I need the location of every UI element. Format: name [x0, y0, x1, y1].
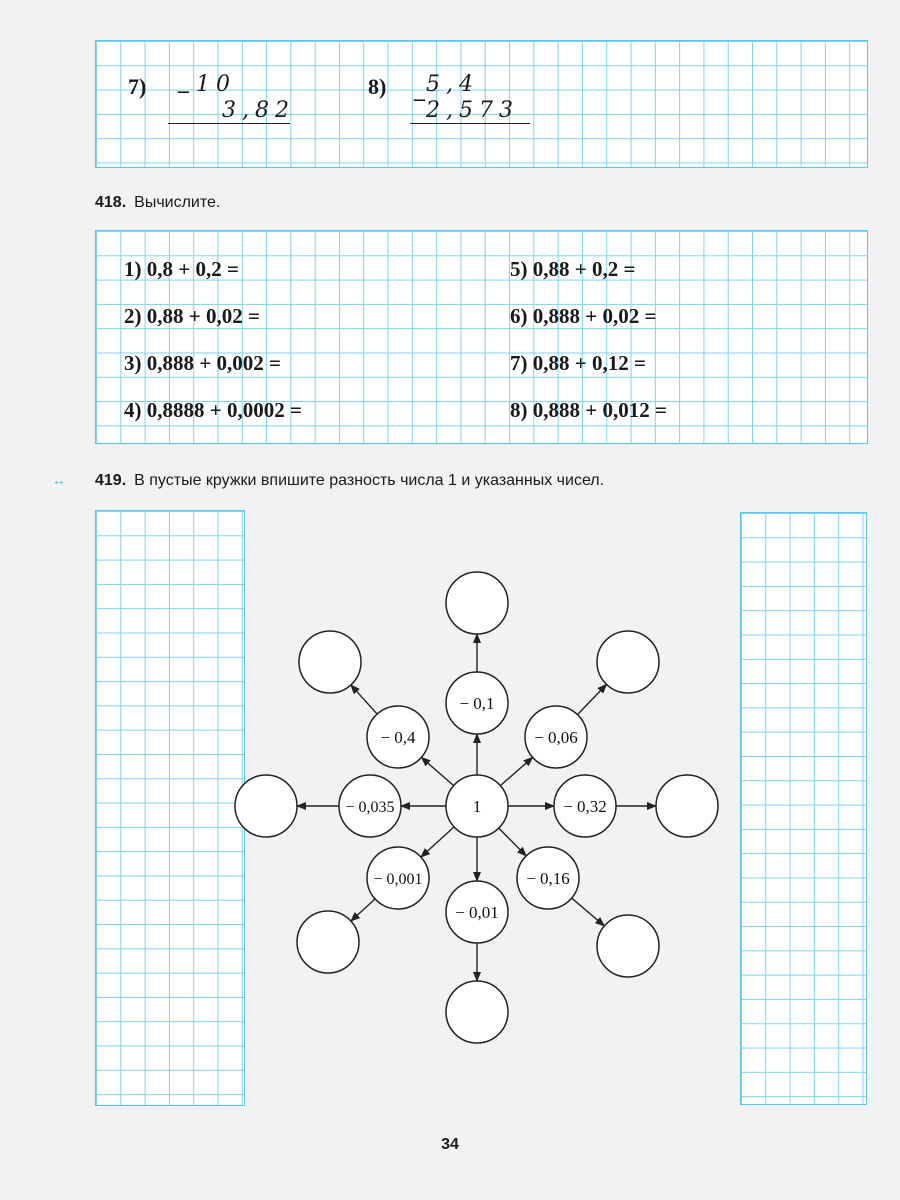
operator-circle-label: − 0,16: [526, 869, 570, 888]
problem-8-minuend: 5,4: [426, 72, 479, 97]
problem-7-minus: _: [178, 70, 189, 95]
arrow: [577, 684, 606, 714]
answer-circle[interactable]: [235, 775, 297, 837]
problem-7-label: 7): [128, 74, 147, 99]
problem-8-subtrahend: 2,573: [426, 98, 519, 123]
arrow: [421, 827, 454, 857]
equation-4: 4) 0,8888 + 0,0002 =: [124, 398, 302, 422]
equation-3: 3) 0,888 + 0,002 =: [124, 351, 281, 375]
answer-circle[interactable]: [297, 911, 359, 973]
problem-7-minuend: 10: [196, 72, 236, 97]
operator-circle-label: − 0,035: [345, 799, 395, 816]
center-circle-label: 1: [472, 797, 482, 816]
equation-7: 7) 0,88 + 0,12 =: [510, 351, 646, 375]
arrow: [351, 685, 377, 714]
problem-8-label: 8): [368, 74, 387, 99]
task-418-number: 418.: [95, 194, 127, 211]
task-419-title: В пустые кружки впишите разность числа 1 и указанных чисел.: [134, 472, 605, 489]
operator-circle-label: − 0,1: [459, 694, 495, 713]
operator-circle-label: − 0,001: [373, 871, 423, 888]
task-419-number: 419.: [95, 472, 127, 489]
equation-2: 2) 0,88 + 0,02 =: [124, 304, 260, 328]
operator-circle-label: − 0,01: [455, 903, 499, 922]
arrow: [351, 899, 375, 921]
operator-circle-label: − 0,4: [380, 728, 416, 747]
operator-circle-label: − 0,32: [563, 797, 607, 816]
answer-circle[interactable]: [446, 572, 508, 634]
answer-circle[interactable]: [597, 631, 659, 693]
page-number: 34: [441, 1136, 459, 1153]
double-arrow-icon: ↔: [52, 474, 66, 489]
arrow: [500, 757, 532, 785]
answer-circle[interactable]: [656, 775, 718, 837]
arrow: [572, 898, 605, 926]
task-418-title: Вычислите.: [134, 194, 221, 211]
operator-circle-label: − 0,06: [534, 728, 578, 747]
equation-6: 6) 0,888 + 0,02 =: [510, 304, 657, 328]
arrow: [499, 828, 526, 856]
equation-1: 1) 0,8 + 0,2 =: [124, 257, 239, 281]
answer-circle[interactable]: [597, 915, 659, 977]
equation-8: 8) 0,888 + 0,012 =: [510, 398, 667, 422]
problem-7-subtrahend: 3,82: [222, 98, 295, 123]
equation-5: 5) 0,88 + 0,2 =: [510, 257, 636, 281]
answer-circle[interactable]: [446, 981, 508, 1043]
arrow: [421, 757, 453, 785]
problem-8-minus: _: [414, 78, 425, 103]
answer-circle[interactable]: [299, 631, 361, 693]
